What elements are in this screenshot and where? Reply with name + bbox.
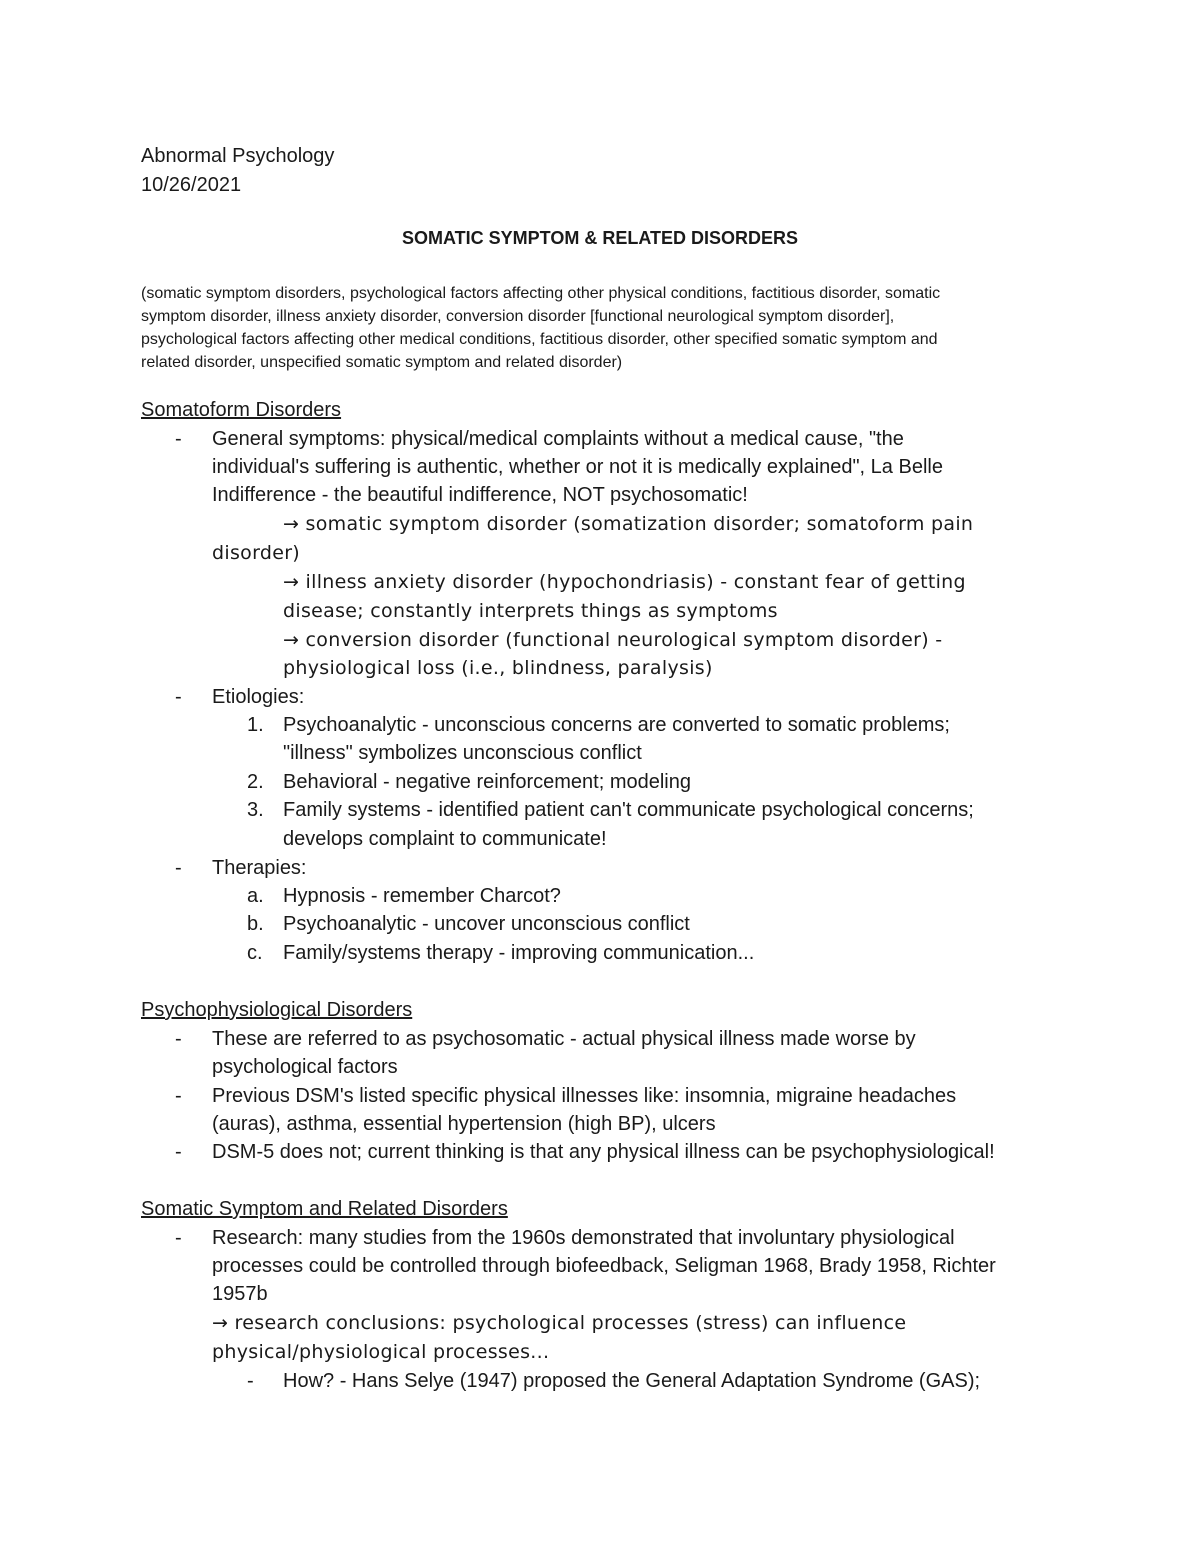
list-item-text: Therapies: — [212, 857, 307, 879]
bullet-dash: - — [175, 857, 182, 879]
arrow-item-text: physical/physiological processes... — [212, 1341, 550, 1363]
arrow-item-text: → conversion disorder (functional neurological symptom disorder) - — [283, 629, 943, 651]
bullet-dash: - — [175, 1227, 182, 1249]
bullet-dash: - — [175, 1141, 182, 1163]
list-item-text: Family/systems therapy - improving communication... — [283, 942, 755, 964]
list-item-text: These are referred to as psychosomatic - actual physical illness made worse by — [212, 1028, 916, 1050]
list-item-text: Psychoanalytic - uncover unconscious conflict — [283, 913, 690, 935]
section-heading-psychophysiological: Psychophysiological Disorders — [141, 999, 413, 1021]
bullet-dash: - — [175, 1085, 182, 1107]
list-letter: b. — [247, 913, 264, 935]
arrow-item-text: → illness anxiety disorder (hypochondriasis) - constant fear of getting — [283, 571, 966, 593]
list-item-text: "illness" symbolizes unconscious conflict — [283, 742, 642, 764]
overview-line: symptom disorder, illness anxiety disorder, conversion disorder [functional neurological symptom disorder], — [141, 308, 895, 325]
document-header — [141, 142, 334, 200]
list-item-text: Hypnosis - remember Charcot? — [283, 885, 561, 907]
list-item-text: Etiologies: — [212, 686, 305, 708]
bullet-dash: - — [175, 428, 182, 450]
overview-line: (somatic symptom disorders, psychological factors affecting other physical conditions, factitious disorder, somatic — [141, 285, 941, 302]
list-number: 1. — [247, 714, 264, 736]
list-item-text: 1957b — [212, 1283, 268, 1305]
list-item-text: develops complaint to communicate! — [283, 828, 607, 850]
overview-paragraph — [141, 282, 1051, 374]
bullet-dash: - — [175, 686, 182, 708]
arrow-item-text: → research conclusions: psychological processes (stress) can influence — [212, 1312, 907, 1334]
list-number: 3. — [247, 799, 264, 821]
list-item-text: How? - Hans Selye (1947) proposed the General Adaptation Syndrome (GAS); — [283, 1370, 981, 1392]
list-item-text: Family systems - identified patient can't communicate psychological concerns; — [283, 799, 974, 821]
list-item-text: Previous DSM's listed specific physical illnesses like: insomnia, migraine headaches — [212, 1085, 957, 1107]
list-item-text: Research: many studies from the 1960s demonstrated that involuntary physiological — [212, 1227, 955, 1249]
document-title: SOMATIC SYMPTOM & RELATED DISORDERS — [401, 228, 799, 248]
section-heading-somatic-related: Somatic Symptom and Related Disorders — [141, 1198, 508, 1220]
overview-line: related disorder, unspecified somatic symptom and related disorder) — [141, 354, 623, 371]
list-item-text: Behavioral - negative reinforcement; modeling — [283, 771, 691, 793]
list-item-text: processes could be controlled through biofeedback, Seligman 1968, Brady 1958, Richter — [212, 1255, 996, 1277]
course-name: Abnormal Psychology — [141, 145, 335, 167]
section-heading-somatoform: Somatoform Disorders — [141, 399, 342, 421]
arrow-item-text: disorder) — [212, 542, 301, 564]
list-item-text: psychological factors — [212, 1056, 398, 1078]
list-letter: c. — [247, 942, 263, 964]
list-item-text: Indifference - the beautiful indifference, NOT psychosomatic! — [212, 484, 748, 506]
list-letter: a. — [247, 885, 264, 907]
list-item-text: General symptoms: physical/medical complaints without a medical cause, "the — [212, 428, 904, 450]
list-item-text: (auras), asthma, essential hypertension (high BP), ulcers — [212, 1113, 716, 1135]
arrow-item-text: physiological loss (i.e., blindness, paralysis) — [283, 657, 713, 679]
bullet-dash: - — [247, 1370, 254, 1392]
list-item-text: Psychoanalytic - unconscious concerns are converted to somatic problems; — [283, 714, 950, 736]
lecture-date: 10/26/2021 — [141, 174, 242, 196]
list-number: 2. — [247, 771, 264, 793]
list-item-text: individual's suffering is authentic, whether or not it is medically explained", La Belle — [212, 456, 943, 478]
list-item-text: DSM-5 does not; current thinking is that any physical illness can be psychophysiological! — [212, 1141, 995, 1163]
overview-line: psychological factors affecting other medical conditions, factitious disorder, other specified somatic symptom and — [141, 331, 938, 348]
arrow-item-text: disease; constantly interprets things as symptoms — [283, 600, 778, 622]
bullet-dash: - — [175, 1028, 182, 1050]
arrow-item-text: → somatic symptom disorder (somatization disorder; somatoform pain — [283, 513, 974, 535]
